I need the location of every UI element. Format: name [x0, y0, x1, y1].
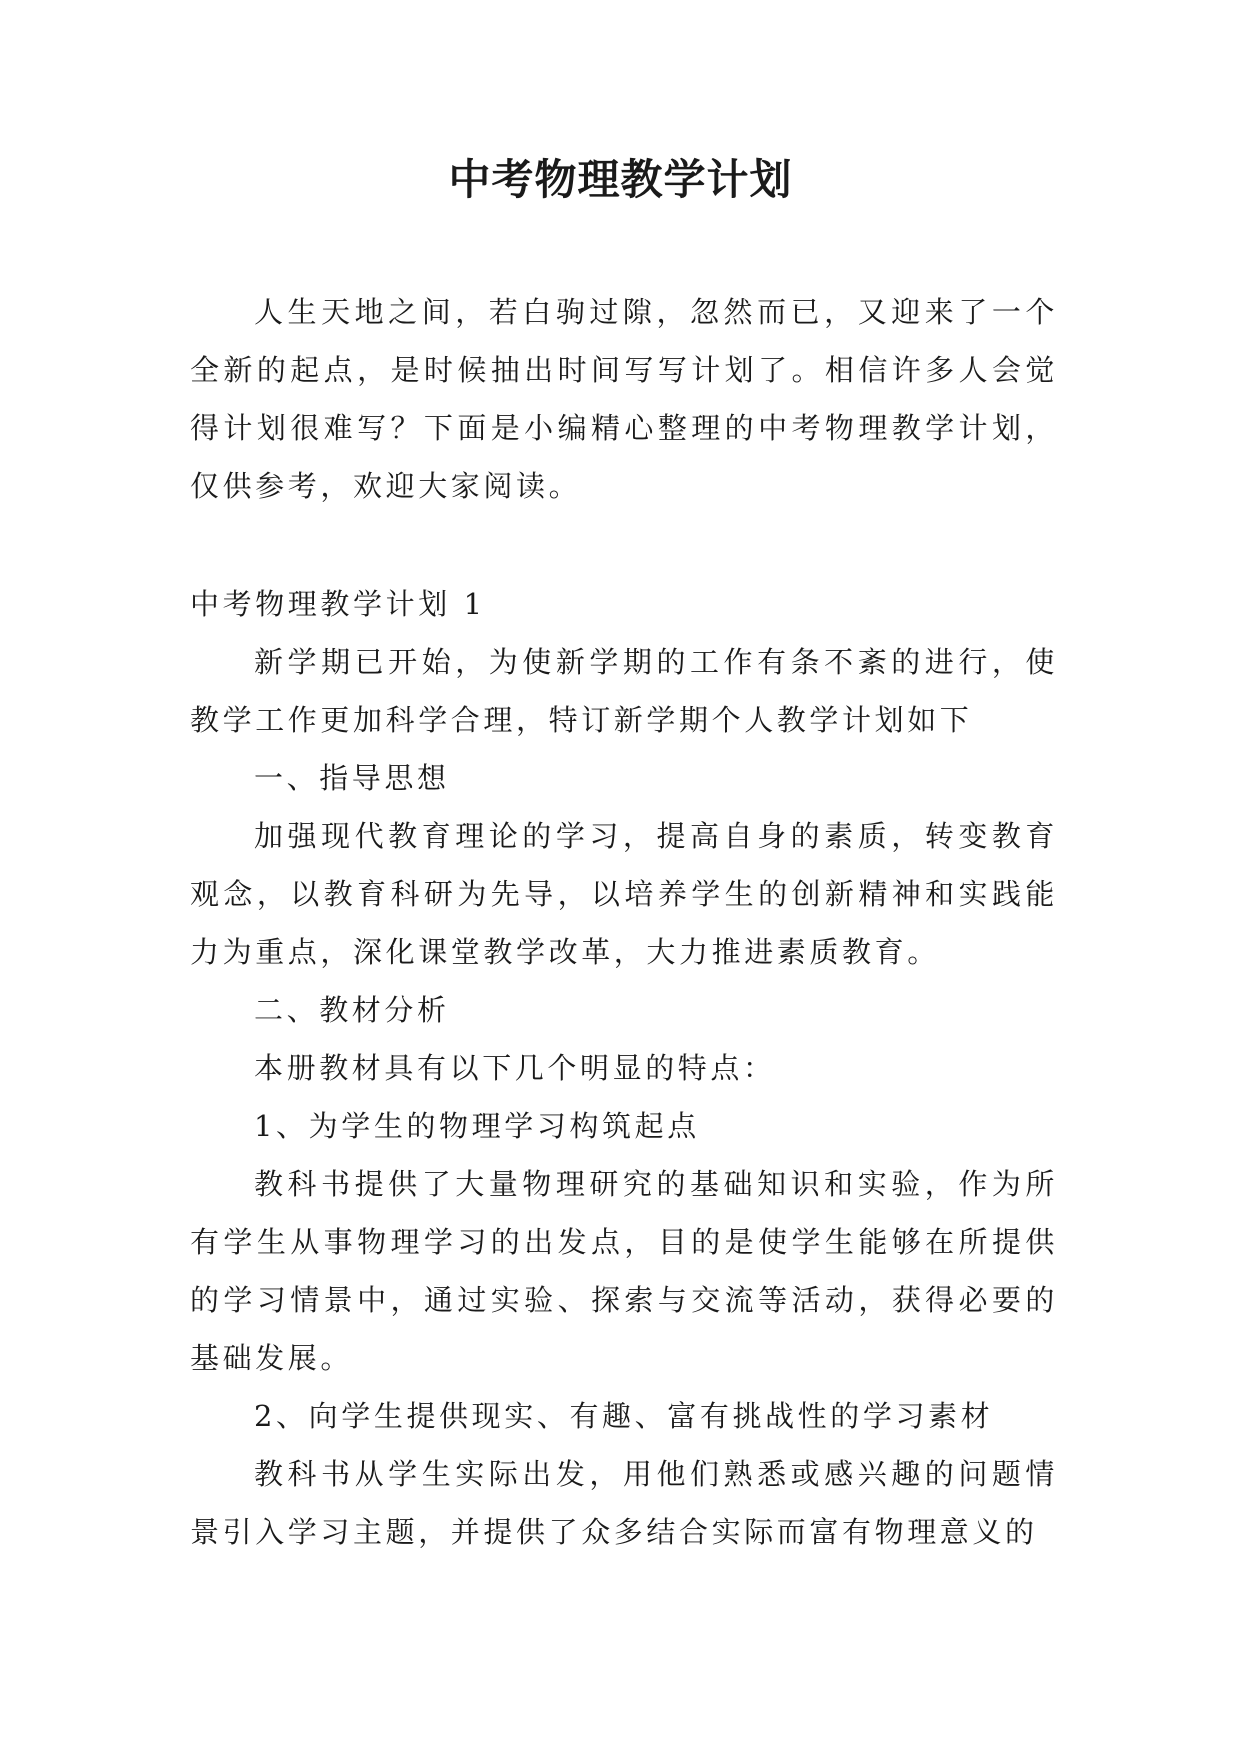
heading-guiding-ideology: 一、指导思想 [254, 761, 450, 795]
paragraph-4: 教科书提供了大量物理研究的基础知识和实验，作为所有学生从事物理学习的出发点，目的是使学生能够在所提供的学习情景中，通过实验、探索与交流等活动，获得必要的基础发展。 [190, 1167, 1058, 1375]
paragraph-5: 教科书从学生实际出发，用他们熟悉或感兴趣的问题情景引入学习主题，并提供了众多结合实际而富有物理意义的 [190, 1457, 1058, 1549]
subheading-1: 1、为学生的物理学习构筑起点 [254, 1109, 700, 1143]
subheading-2: 2、向学生提供现实、有趣、富有挑战性的学习素材 [254, 1399, 994, 1433]
intro-paragraph: 人生天地之间，若白驹过隙，忽然而已，又迎来了一个全新的起点，是时候抽出时间写写计划了。相信许多人会觉得计划很难写？下面是小编精心整理的中考物理教学计划，仅供参考，欢迎大家阅读。 [190, 295, 1058, 503]
section-heading: 中考物理教学计划 1 [190, 587, 486, 621]
intro-block [190, 283, 1058, 515]
paragraph-1: 新学期已开始，为使新学期的工作有条不紊的进行，使教学工作更加科学合理，特订新学期个人教学计划如下 [190, 645, 1058, 737]
page-title: 中考物理教学计划 [448, 155, 793, 204]
heading-textbook-analysis: 二、教材分析 [254, 993, 450, 1027]
paragraph-2: 加强现代教育理论的学习，提高自身的素质，转变教育观念，以教育科研为先导，以培养学生的创新精神和实践能力为重点，深化课堂教学改革，大力推进素质教育。 [190, 819, 1058, 969]
section-block [190, 575, 1058, 1561]
paragraph-3: 本册教材具有以下几个明显的特点： [254, 1051, 776, 1085]
